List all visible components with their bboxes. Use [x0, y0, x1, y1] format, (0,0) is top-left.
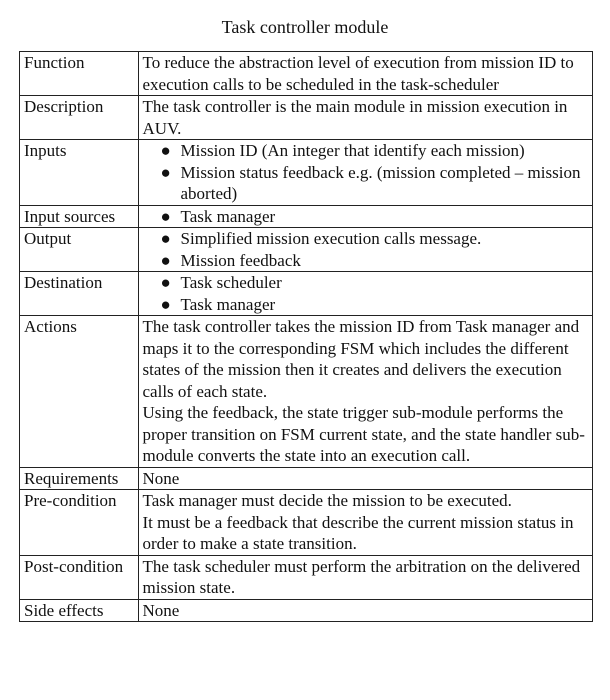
list-item: ● Task manager: [160, 294, 276, 314]
label-actions: Actions: [20, 316, 139, 468]
pre-condition-paragraph-2: It must be a feedback that describe the current mission status in order to make a state transition.: [142, 512, 574, 553]
label-destination: Destination: [20, 272, 139, 316]
label-description: Description: [20, 96, 139, 140]
content-post-condition: The task scheduler must perform the arbitration on the delivered mission state.: [138, 555, 592, 599]
bullet-icon: ●: [160, 206, 171, 226]
module-spec-table: [19, 51, 593, 622]
destination-list: [143, 272, 588, 315]
content-input-sources: [138, 205, 592, 228]
list-item: ● Task manager: [160, 206, 276, 226]
row-output: [20, 228, 593, 272]
label-output: Output: [20, 228, 139, 272]
list-item: ● Mission feedback: [160, 250, 301, 270]
list-item: ● Task scheduler: [160, 273, 282, 292]
pre-condition-paragraph-1: Task manager must decide the mission to be executed.: [142, 491, 512, 510]
label-pre-condition: Pre-condition: [20, 490, 139, 556]
output-list: [143, 228, 588, 271]
input-sources-list: [143, 206, 588, 228]
row-destination: [20, 272, 593, 316]
label-requirements: Requirements: [20, 467, 139, 490]
row-side-effects: [20, 599, 593, 622]
list-item: ● Mission status feedback e.g. (mission completed – mission aborted): [160, 162, 581, 203]
content-description: The task controller is the main module in mission execution in AUV.: [138, 96, 592, 140]
content-destination: [138, 272, 592, 316]
inputs-list: [143, 140, 588, 205]
bullet-icon: ●: [160, 229, 171, 248]
row-inputs: [20, 140, 593, 206]
row-requirements: [20, 467, 593, 490]
label-side-effects: Side effects: [20, 599, 139, 622]
row-pre-condition: [20, 490, 593, 556]
label-function: Function: [20, 52, 139, 96]
label-input-sources: Input sources: [20, 205, 139, 228]
row-function: [20, 52, 593, 96]
label-inputs: Inputs: [20, 140, 139, 206]
content-output: [138, 228, 592, 272]
content-pre-condition: [138, 490, 592, 556]
actions-paragraph-2: Using the feedback, the state trigger sub-module performs the proper transition on FSM current state, and the state handler sub-module converts the state into an execution call.: [142, 403, 585, 465]
bullet-icon: ●: [160, 141, 171, 160]
content-side-effects: None: [138, 599, 592, 622]
content-function: To reduce the abstraction level of execution from mission ID to execution calls to be scheduled in the task-scheduler: [138, 52, 592, 96]
table-caption: Task controller module: [221, 17, 389, 37]
list-item: ● Mission ID (An integer that identify each mission): [160, 141, 525, 160]
bullet-icon: ●: [160, 294, 171, 314]
content-inputs: [138, 140, 592, 206]
bullet-icon: ●: [160, 273, 171, 292]
label-post-condition: Post-condition: [20, 555, 139, 599]
row-input-sources: [20, 205, 593, 228]
row-description: [20, 96, 593, 140]
content-requirements: None: [138, 467, 592, 490]
bullet-icon: ●: [160, 250, 171, 270]
actions-paragraph-1: The task controller takes the mission ID from Task manager and maps it to the corresponding FSM which includes the different states of the mission then it creates and delivers the execution calls of each state.: [142, 317, 580, 401]
list-item: ● Simplified mission execution calls message.: [160, 229, 482, 248]
row-post-condition: [20, 555, 593, 599]
content-actions: [138, 316, 592, 468]
row-actions: [20, 316, 593, 468]
bullet-icon: ●: [160, 162, 171, 182]
